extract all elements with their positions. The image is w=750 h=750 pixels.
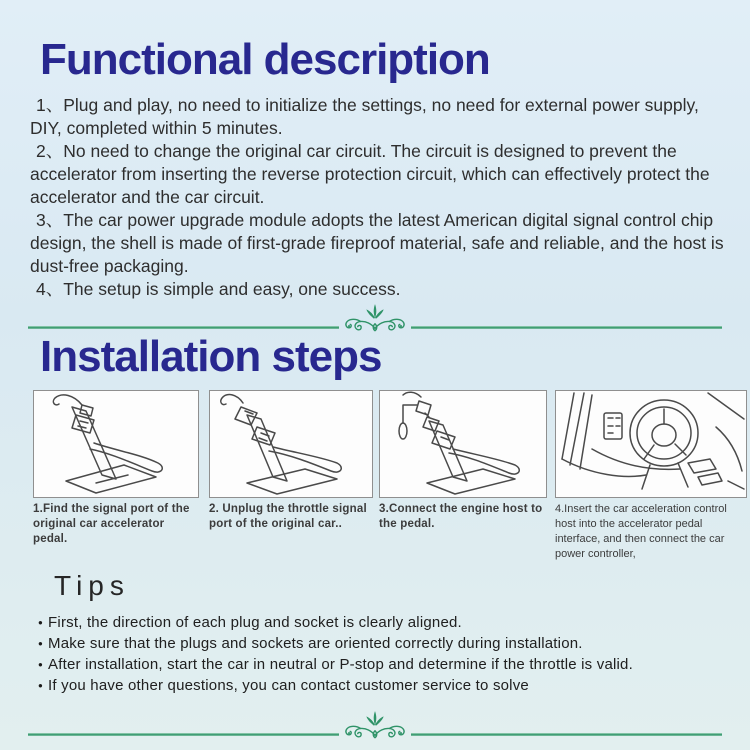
bullet-icon: ●: [38, 638, 44, 648]
bullet-icon: ●: [38, 659, 44, 669]
installation-steps-title: Installation steps: [40, 332, 382, 382]
section-divider-bottom: [28, 710, 722, 740]
divider-line: [28, 733, 339, 736]
tips-title: Tips: [54, 569, 130, 601]
flourish-ornament-icon: [335, 710, 415, 740]
tip-text: Make sure that the plugs and sockets are oriented correctly during installation.: [48, 634, 583, 652]
installation-step-1: [33, 390, 199, 562]
tip-text: First, the direction of each plug and socket is clearly aligned.: [48, 613, 462, 631]
bullet-icon: ●: [38, 680, 44, 690]
tip-item-1: [38, 612, 738, 633]
step-4-caption: 4.Insert the car acceleration control host into the accelerator pedal interface, and then connect the car power controller,: [555, 502, 727, 560]
functional-description-title: Functional description: [40, 35, 490, 84]
installation-steps-row: [33, 390, 750, 562]
installation-step-4: [555, 390, 747, 562]
tip-item-3: [38, 654, 738, 675]
feature-item-2: 2、No need to change the original car circuit. The circuit is designed to prevent the accelerator from inserting the reverse protection circuit, which can effectively protect the accelerator and the car circuit.: [30, 141, 710, 208]
tip-item-4: [38, 675, 738, 696]
tip-text: If you have other questions, you can contact customer service to solve: [48, 676, 529, 694]
step-2-image-frame: [209, 390, 373, 498]
feature-item-4: 4、The setup is simple and easy, one success.: [36, 279, 401, 300]
feature-item-1: 1、Plug and play, no need to initialize the settings, no need for external power supply, DIY, completed within 5 minutes.: [30, 95, 699, 139]
unplug-throttle-illustration: [210, 391, 372, 497]
feature-item-3: 3、The car power upgrade module adopts the latest American digital signal control chip design, the shell is made of first-grade fireproof material, safe and reliable, and the host is dust-free packaging.: [30, 210, 724, 277]
functional-description-list: [30, 94, 726, 301]
connect-engine-host-illustration: [380, 391, 546, 497]
installation-step-2: [209, 390, 373, 562]
step-2-caption: 2. Unplug the throttle signal port of the original car..: [209, 502, 367, 530]
tips-list: [38, 612, 738, 696]
step-1-caption: 1.Find the signal port of the original car accelerator pedal.: [33, 502, 190, 545]
divider-line: [28, 326, 339, 329]
step-4-image-frame: [555, 390, 747, 498]
tip-text: After installation, start the car in neutral or P-stop and determine if the throttle is valid.: [48, 655, 633, 673]
step-3-caption: 3.Connect the engine host to the pedal.: [379, 502, 543, 530]
section-divider-top: [28, 303, 722, 333]
installation-step-3: [379, 390, 547, 562]
divider-line: [411, 733, 722, 736]
step-1-image-frame: [33, 390, 199, 498]
divider-line: [411, 326, 722, 329]
tip-item-2: [38, 633, 738, 654]
pedal-signal-port-illustration: [34, 391, 198, 497]
bullet-icon: ●: [38, 617, 44, 627]
step-3-image-frame: [379, 390, 547, 498]
flourish-ornament-icon: [335, 303, 415, 333]
car-dashboard-illustration: [556, 391, 746, 497]
